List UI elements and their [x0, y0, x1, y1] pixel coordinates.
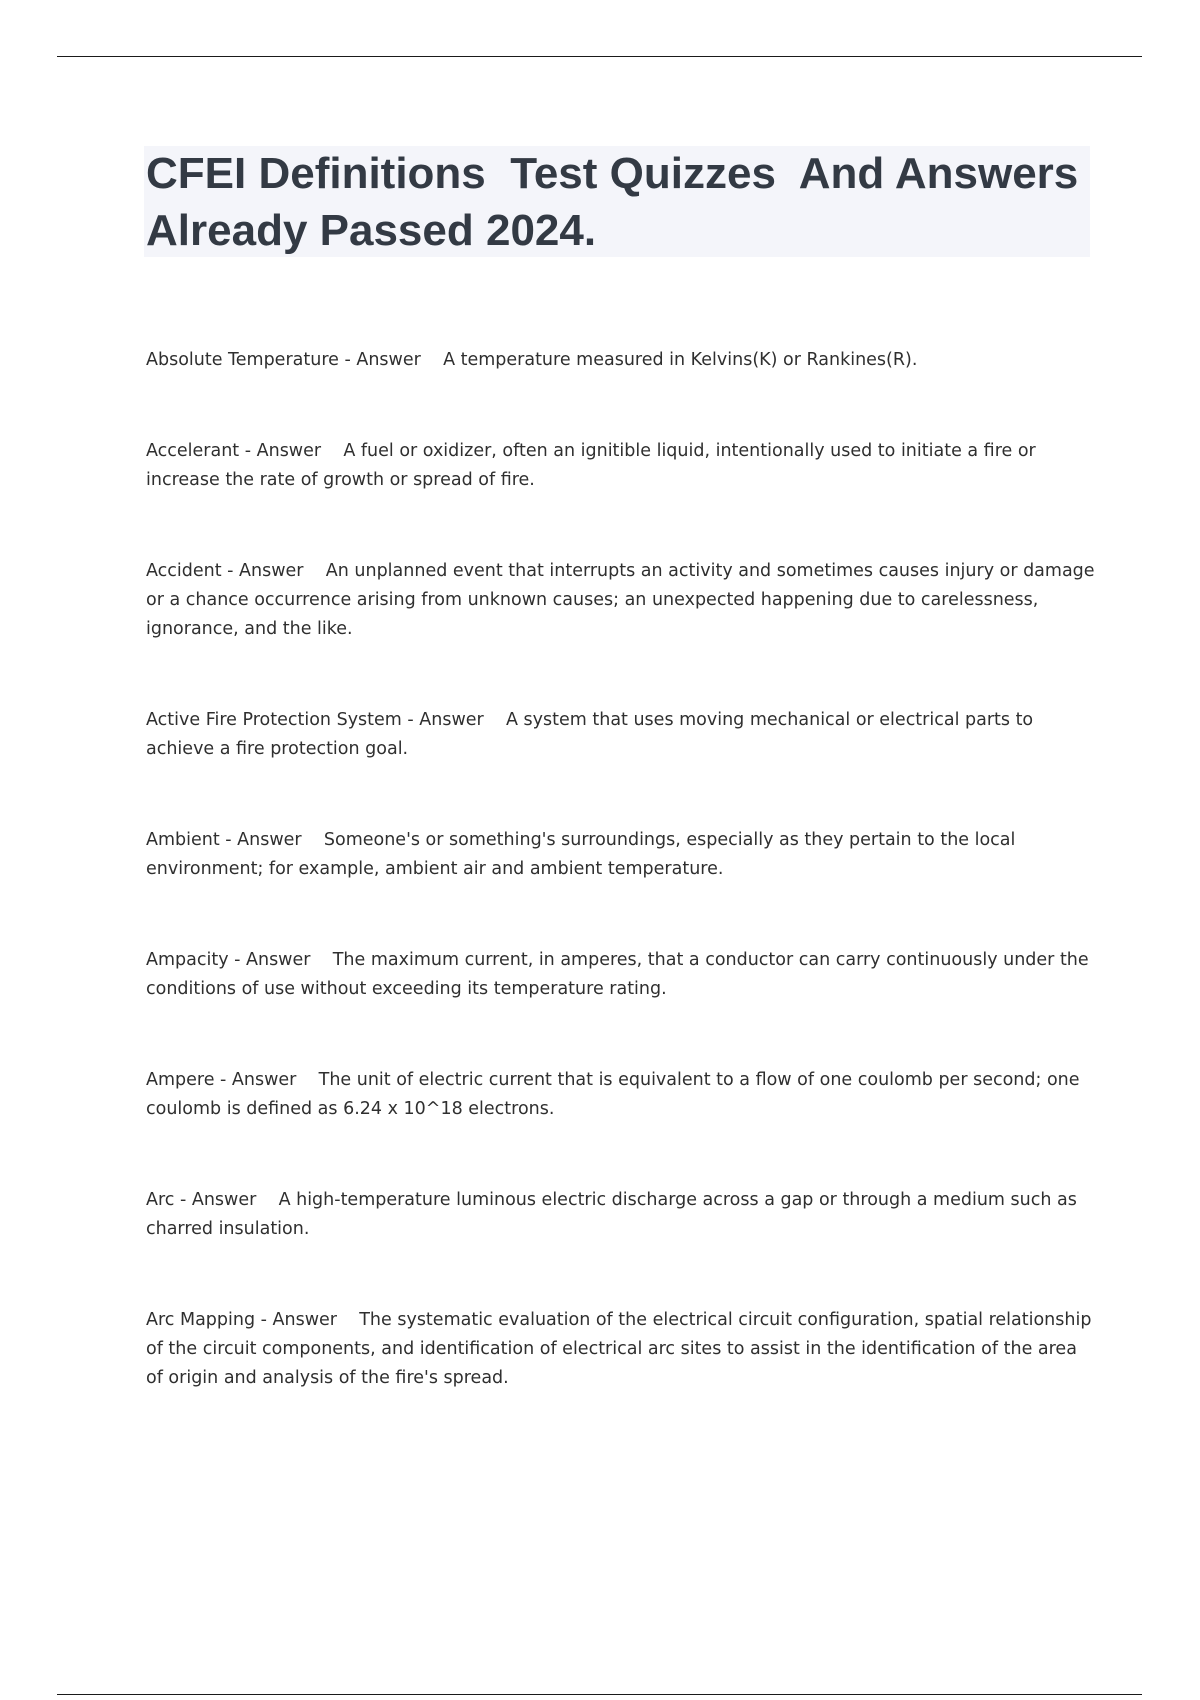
- definition-entry: [146, 1306, 1096, 1393]
- entry-term: Active Fire Protection System: [146, 710, 402, 730]
- entry-term: Accident: [146, 561, 222, 581]
- definition-entry: [146, 557, 1096, 644]
- answer-separator: - Answer: [401, 710, 506, 730]
- definition-entry: [146, 437, 1096, 495]
- definition-entry: [146, 706, 1096, 764]
- entry-definition: A temperature measured in Kelvins(K) or Rankines(R).: [443, 350, 918, 370]
- entry-term: Arc: [146, 1190, 175, 1210]
- top-divider: [57, 56, 1142, 57]
- entry-definition: The unit of electric current that is equivalent to a flow of one coulomb per second; one coulomb is defined as 6.24 x 10^18 electrons.: [146, 1070, 1080, 1119]
- entry-definition: The maximum current, in amperes, that a conductor can carry continuously under the conditions of use without exceeding its temperature rating.: [146, 950, 1089, 999]
- answer-separator: - Answer: [239, 441, 344, 461]
- entry-definition: Someone's or something's surroundings, especially as they pertain to the local environment; for example, ambient air and ambient temperature.: [146, 830, 1016, 879]
- answer-separator: - Answer: [221, 561, 326, 581]
- definition-entry: [146, 826, 1096, 884]
- entry-term: Arc Mapping: [146, 1310, 256, 1330]
- entry-term: Accelerant: [146, 441, 240, 461]
- definition-entry: [146, 1186, 1096, 1244]
- answer-separator: - Answer: [338, 350, 444, 370]
- entry-term: Ambient: [146, 830, 220, 850]
- definition-entry: [146, 1066, 1096, 1124]
- entry-definition: A high-temperature luminous electric discharge across a gap or through a medium such as charred insulation.: [146, 1190, 1077, 1239]
- entry-term: Absolute Temperature: [146, 350, 339, 370]
- definitions-list: [146, 346, 1096, 1455]
- answer-separator: - Answer: [214, 1070, 319, 1090]
- definition-entry: [146, 346, 1096, 375]
- bottom-divider: [57, 1694, 1142, 1695]
- answer-separator: - Answer: [255, 1310, 360, 1330]
- page-title: CFEI Definitions Test Quizzes And Answers Already Passed 2024.: [146, 149, 1089, 255]
- answer-separator: - Answer: [219, 830, 324, 850]
- entry-term: Ampacity: [146, 950, 229, 970]
- entry-term: Ampere: [146, 1070, 215, 1090]
- entry-definition: A system that uses moving mechanical or electrical parts to achieve a fire protection goal.: [146, 710, 1034, 759]
- answer-separator: - Answer: [174, 1190, 279, 1210]
- answer-separator: - Answer: [228, 950, 333, 970]
- entry-definition: The systematic evaluation of the electrical circuit configuration, spatial relationship of the circuit components, and identification of electrical arc sites to assist in the identification of the area of origin and analysis of the fire's spread.: [146, 1310, 1092, 1388]
- entry-definition: A fuel or oxidizer, often an ignitible liquid, intentionally used to initiate a fire or increase the rate of growth or spread of fire.: [146, 441, 1036, 490]
- entry-definition: An unplanned event that interrupts an activity and sometimes causes injury or damage or a chance occurrence arising from unknown causes; an unexpected happening due to carelessness, ignorance, and the like.: [146, 561, 1095, 639]
- definition-entry: [146, 946, 1096, 1004]
